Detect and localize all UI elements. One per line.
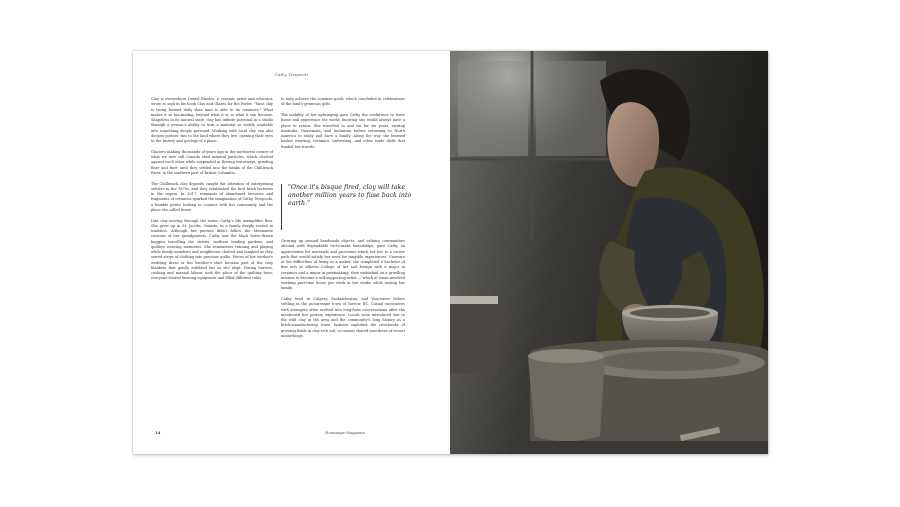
running-head: Cathy Terepocki [274, 72, 309, 77]
magazine-spread [133, 51, 768, 454]
paragraph: Like clay moving through the water, Cathy's life exemplifies flow. She grew up in St. Jacobs, Ontario, in a family deeply rooted in tradition. Although her parents didn't follow the Mennonite customs of her grandparents, Cathy saw the black horse-drawn buggies travelling the streets, mothers tending gardens, and quilters weaving memories. She remembers running and playing while family members and neighbours chatted and laughed as they sewed strips of clothing into precious quilts. Pieces of her mother's wedding dress or her brother's shirt became part of the cozy blankets that gently enfolded her as she slept. During harvest, cooking and manual labour took the place of the quilting bees; everyone shared farming equipment and filled different roles [151, 218, 273, 281]
text-column-right-top [281, 97, 405, 155]
paragraph: Growing up around handmade objects, and valuing communities abound with dependable tie-to-make friendships, gave Cathy an appreciation for materials and processes which led her to a career path that would satisfy her need for tangible experiences. Unaware of the difficulties of living as a maker, she completed a bachelor of fine arts at Alberta College of Art and Design with a major in ceramics and a minor in printmaking, then embarked on a gruelling mission to become a self-supporting artist — which at times involved working part-time hours per week in her studio while raising her family. [281, 239, 405, 291]
left-page [133, 51, 450, 454]
paragraph: Clay is everywhere Daniel Rhodes, a ceramic artist and educator, wrote to sigh in his book Clay and Glazes for the Potter. "Most clay is being formed daily than man is able to do ceramics." What makes it so fascinating, beyond what it is, is what it can become. Shapeless in its natural state, clay has infinite potential in a studio through a person's ability to turn a material so widely available into something deeply personal. Working with local clay can also deepen potters' ties to the land where they live, opening their eyes to the history and geology of a place. [151, 97, 273, 143]
potter-at-wheel-photo [450, 51, 768, 454]
pull-quote: "Once it's bisque fired, clay will take another million years to fuse back into earth." [281, 184, 416, 230]
paragraph: Cathy lived in Calgary, Saskatchewan, and Vancouver before settling in the picturesque town of Yarrow, BC. Casual encounters with strangers often evolved into long-form conversations after she mentioned her pottery experience. Locals soon introduced her to the wild clay in the area and the community's long history as a brick-manufacturing town: farmers exploited the riverbanks of growing fields in clay-rich soil, occasions shared anecdotes of recent unearthings. [281, 297, 405, 338]
paragraph: to help achieve the common goals, which concluded in celebrations of the land's generous gifts. [281, 97, 405, 107]
text-column-right-bottom [281, 239, 405, 345]
paragraph: The stability of her upbringing gave Cathy the confidence to leave home and experience the world, knowing she would always have a place to return. She travelled to and fro for six years, visiting Australia, Guatemala, and Indonesia before returning to North America to study and have a family. Along the way she learned basket weaving, ceramics, harvesting, and other trade skills that funded her travels. [281, 113, 405, 149]
text-column-left [151, 97, 273, 287]
magazine-footer: Hommage Magazine [325, 430, 365, 435]
paragraph: Glaciers making thousands of years ago in the northwest corner of what we now call Canada shed mineral particles, which charted against each other while suspended in flowing waterways, grinding finer and finer until they settled into the banks of the Chilliwack River, in the southern part of British Columbia. [151, 149, 273, 175]
page-number: 14 [155, 430, 161, 435]
right-page-photo [450, 51, 768, 454]
paragraph: The Chilliwack clay deposits caught the attention of enterprising settlers in the 1870s, and they established the first brick factories in the region. In 2017, remnants of abandoned factories and fragments of ceramics sparked the imagination of Cathy Terepocki, a humble potter looking to connect with her community and the place she called home. [151, 181, 273, 212]
